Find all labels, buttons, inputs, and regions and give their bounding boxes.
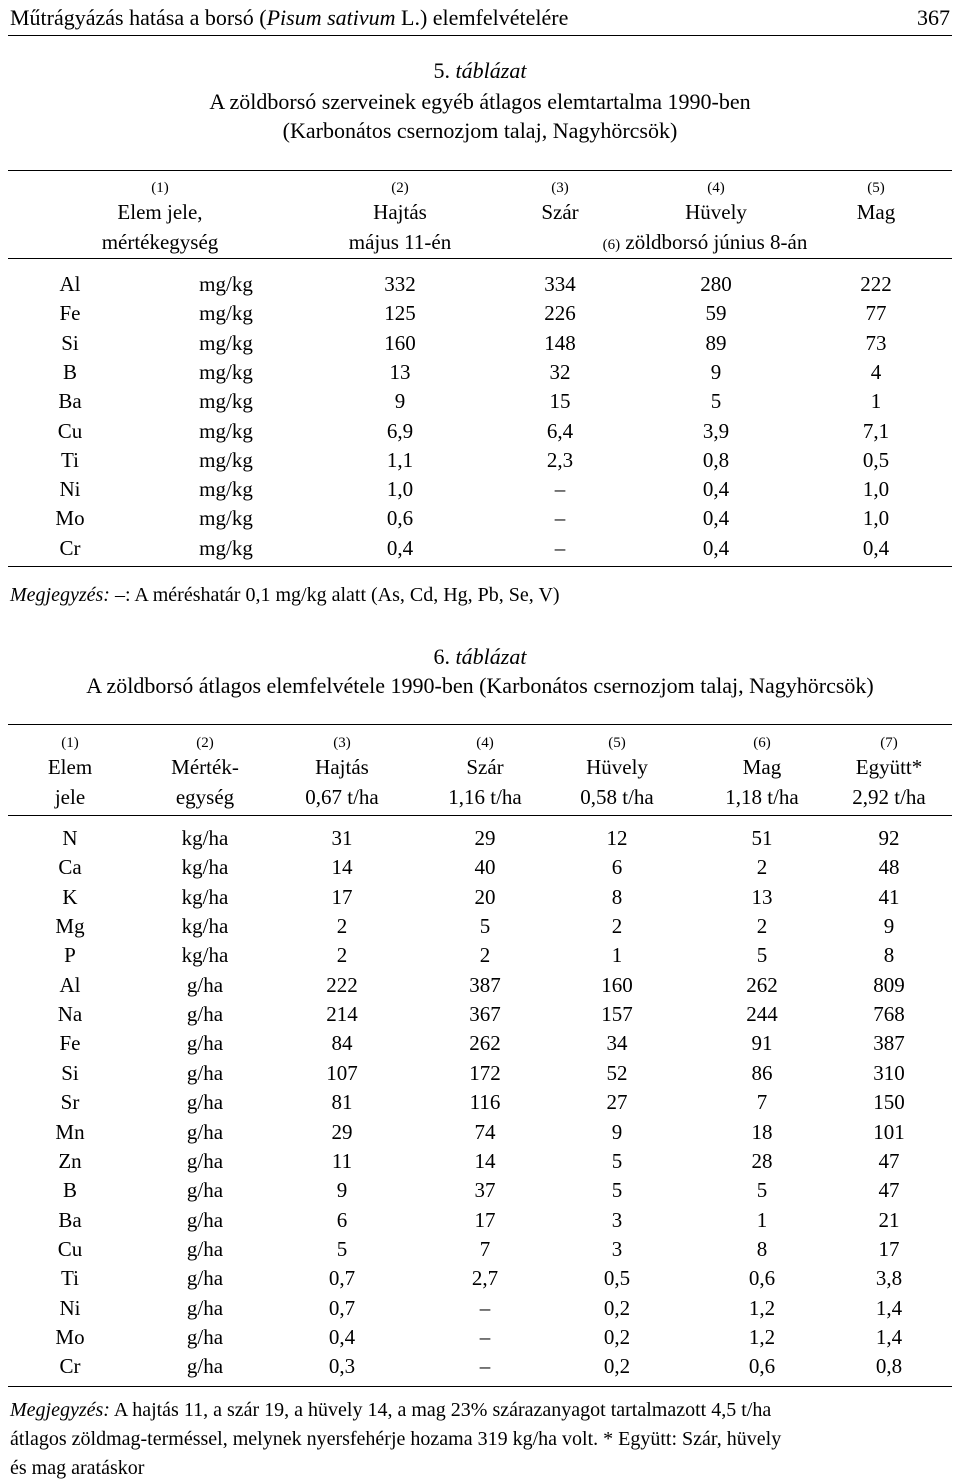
table6-cell-szar: 7 [479,1236,491,1261]
page-number: 367 [917,5,950,30]
table5-cell-szar: 2,3 [546,447,574,472]
table6-cell-huvely: 0,2 [603,1354,631,1379]
table6-cell-egyutt: 3,8 [875,1266,903,1291]
table6-cell-element: B [62,1178,78,1203]
table6-cell-egyutt: 1,4 [875,1324,903,1349]
table5-cell-element: Ba [58,389,82,414]
table6-cell-hajtas: 81 [331,1090,353,1115]
table5-cell-hajtas: 125 [384,301,416,326]
table6-cell-hajtas: 2 [336,914,348,939]
table6-cell-mag: 2 [756,855,768,880]
table6-cell-mag: 8 [756,1236,768,1261]
table6-cell-huvely: 3 [611,1207,623,1232]
table5-cell-unit: mg/kg [199,272,253,296]
table5-cell-hajtas: 1,0 [386,477,414,502]
table5-cell-szar: – [554,535,566,560]
table6-cell-mag: 1,2 [748,1324,776,1349]
table6-cell-element: Ti [61,1266,79,1291]
table6-cell-egyutt: 47 [878,1148,900,1173]
table6-cell-szar: 40 [474,855,496,880]
table6-cell-huvely: 0,2 [603,1295,631,1320]
table6-cell-szar: – [479,1295,491,1320]
table5-cell-mag: 1 [870,389,882,414]
table6-cell-szar: 17 [474,1207,496,1232]
table6-cell-huvely: 6 [611,855,623,880]
table5-cell-element: Cr [59,535,81,560]
table5-cell-element: Fe [59,301,81,326]
table6-cell-hajtas: 14 [331,855,353,880]
table6-cell-unit: g/ha [186,1354,224,1379]
table5-h3-line1: Szár [541,200,579,224]
table5-h1-line2: mértékegység [101,230,219,254]
table6-cell-element: K [62,884,78,909]
table6-cell-hajtas: 17 [331,884,353,909]
table6-cell-mag: 5 [756,1178,768,1203]
table6-cell-mag: 18 [751,1119,773,1144]
table6-cell-egyutt: 8 [883,943,895,968]
table6-cell-element: P [64,943,76,968]
table5-cell-szar: – [554,506,566,531]
table6-cell-egyutt: 387 [873,1031,905,1056]
table6-cell-unit: g/ha [186,1119,224,1144]
table6-cell-hajtas: 9 [336,1178,348,1203]
table6-cell-egyutt: 768 [873,1002,905,1027]
table6-cell-szar: 367 [469,1002,501,1027]
table5-cell-unit: mg/kg [199,301,253,326]
table6-cell-mag: 1,2 [748,1295,776,1320]
table6-header-num: (6) [753,735,771,751]
table5-top-rule [8,170,952,171]
table5-cell-unit: mg/kg [199,418,253,443]
table5-cell-mag: 1,0 [862,477,890,502]
table6-cell-hajtas: 6 [336,1207,348,1232]
table6-cell-unit: g/ha [186,1207,224,1232]
table6-cell-unit: g/ha [186,1031,224,1056]
table6-header-num: (7) [880,735,898,751]
table6-cell-unit: kg/ha [181,826,229,850]
table5-cell-szar: 32 [549,359,571,384]
table6-cell-huvely: 2 [611,914,623,939]
table5-cell-mag: 73 [865,330,887,355]
table5-cell-element: Ni [59,477,81,502]
table6-bottom-rule [8,1386,952,1387]
table6-cell-unit: g/ha [186,1002,224,1027]
table6-cell-szar: 262 [469,1031,501,1056]
table6-cell-unit: g/ha [186,972,224,997]
header-rule [8,35,952,36]
table6-cell-szar: 2 [479,943,491,968]
table5-cell-szar: 148 [544,330,576,355]
table6-cell-element: Fe [59,1031,81,1056]
table6-cell-mag: 0,6 [748,1266,776,1291]
table6-cell-huvely: 160 [601,972,633,997]
table6-cell-szar: 14 [474,1148,496,1173]
table6-title: A zöldborsó átlagos elemfelvétele 1990-ben (Karbonátos csernozjom talaj, Nagyhörcsök) [86,673,874,698]
table5-title-line2: (Karbonátos csernozjom talaj, Nagyhörcsök) [282,118,678,143]
table6-cell-egyutt: 92 [878,826,900,850]
table5-cell-mag: 0,4 [862,535,890,560]
table6-cell-szar: 37 [474,1178,496,1203]
table5-h2-num: (2) [391,180,409,196]
table6-cell-szar: 387 [469,972,501,997]
table6-cell-szar: 2,7 [471,1266,499,1291]
table6-header-line1: Hüvely [586,755,648,779]
table6-caption-label: 6. táblázat [433,644,527,669]
table5-cell-unit: mg/kg [199,535,253,560]
table5-cell-element: Al [59,272,81,296]
table6-cell-element: Mo [55,1324,85,1349]
table6-cell-element: Si [61,1060,79,1085]
running-head-title: Műtrágyázás hatása a borsó (Pisum sativum L.) elemfelvételére [10,5,569,30]
table6-cell-huvely: 0,5 [603,1266,631,1291]
table6-cell-hajtas: 107 [326,1060,358,1085]
table5-cell-hajtas: 13 [389,359,411,384]
table6-cell-szar: – [479,1354,491,1379]
table6-cell-hajtas: 214 [326,1002,358,1027]
table6-cell-huvely: 3 [611,1236,623,1261]
table6-cell-szar: – [479,1324,491,1349]
table6-cell-hajtas: 84 [331,1031,353,1056]
table6-header-line2: 0,58 t/ha [580,785,654,809]
table5-cell-unit: mg/kg [199,506,253,531]
table6-cell-huvely: 52 [606,1060,628,1085]
table6-cell-huvely: 157 [601,1002,633,1027]
table6-cell-mag: 2 [756,914,768,939]
table5-cell-mag: 4 [870,359,882,384]
table5-cell-huvely: 89 [705,330,727,355]
table5-cell-hajtas: 6,9 [386,418,414,443]
table6-cell-huvely: 27 [606,1090,628,1115]
table6-cell-element: Ca [58,855,82,880]
table5-h6-group: (6) zöldborsó június 8-án [602,230,808,254]
table5-cell-unit: mg/kg [199,447,253,472]
table6-cell-hajtas: 0,4 [328,1324,356,1349]
table6-cell-unit: kg/ha [181,943,229,968]
table6-cell-egyutt: 9 [883,914,895,939]
table5-cell-hajtas: 0,6 [386,506,414,531]
table6-header-num: (3) [333,735,351,751]
table5-bottom-rule [8,566,952,567]
table5-cell-szar: 15 [549,389,571,414]
table5-cell-szar: – [554,477,566,502]
table6-header-line2: egység [175,785,235,809]
table6-cell-hajtas: 0,7 [328,1295,356,1320]
table6-header-line2: 1,18 t/ha [725,785,799,809]
table6-header-num: (4) [476,735,494,751]
table5-cell-huvely: 0,4 [702,535,730,560]
table5-cell-element: Cu [57,418,83,443]
table5-cell-mag: 222 [860,272,892,296]
table5-cell-szar: 334 [544,272,576,296]
table6-header-num: (1) [61,735,79,751]
table5-cell-unit: mg/kg [199,330,253,355]
table5-cell-mag: 77 [865,301,887,326]
table6-cell-unit: kg/ha [181,855,229,880]
table6-cell-hajtas: 0,3 [328,1354,356,1379]
table6-cell-szar: 74 [474,1119,496,1144]
table6-header-line1: Elem [47,755,93,779]
table5-cell-unit: mg/kg [199,477,253,502]
table6-cell-szar: 20 [474,884,496,909]
table6-cell-unit: kg/ha [181,914,229,939]
table5-h1-line1: Elem jele, [117,200,203,224]
table6-cell-mag: 91 [751,1031,773,1056]
table5-title-line1: A zöldborsó szerveinek egyéb átlagos elemtartalma 1990-ben [209,89,751,114]
table5-cell-huvely: 0,4 [702,506,730,531]
table5-cell-element: Mo [55,506,85,531]
table6-note-line2: átlagos zöldmag-terméssel, melynek nyersfehérje hozama 319 kg/ha volt. * Együtt: Szár, hüvely [10,1428,782,1450]
table5-cell-element: B [62,359,78,384]
table6-cell-mag: 262 [746,972,778,997]
table5-cell-huvely: 3,9 [702,418,730,443]
table6-cell-element: Cu [57,1236,83,1261]
table5-cell-hajtas: 332 [384,272,416,296]
table6-header-line2: 1,16 t/ha [448,785,522,809]
table5-note: Megjegyzés: –: A méréshatár 0,1 mg/kg alatt (As, Cd, Hg, Pb, Se, V) [10,584,560,606]
table6-cell-hajtas: 222 [326,972,358,997]
table6-cell-mag: 7 [756,1090,768,1115]
running-head [10,4,950,32]
table6-cell-hajtas: 5 [336,1236,348,1261]
table6-cell-element: Ni [59,1295,81,1320]
table6-cell-egyutt: 41 [878,884,900,909]
table6-cell-unit: g/ha [186,1148,224,1173]
table5-cell-huvely: 0,4 [702,477,730,502]
table6-cell-unit: g/ha [186,1090,224,1115]
table5-cell-huvely: 9 [710,359,722,384]
table6-cell-unit: kg/ha [181,884,229,909]
table5-h3-num: (3) [551,180,569,196]
table6-cell-hajtas: 2 [336,943,348,968]
table6-cell-unit: g/ha [186,1060,224,1085]
table6-cell-hajtas: 0,7 [328,1266,356,1291]
table6-cell-huvely: 9 [611,1119,623,1144]
table6-note [10,1396,950,1483]
table6-cell-mag: 86 [751,1060,773,1085]
table5-h1-num: (1) [151,180,169,196]
table5-cell-hajtas: 160 [384,330,416,355]
table6-cell-element: Al [59,972,81,997]
table6-cell-egyutt: 809 [873,972,905,997]
table6-cell-szar: 172 [469,1060,501,1085]
table5-cell-szar: 226 [544,301,576,326]
table6-cell-szar: 29 [474,826,496,850]
table5-h5-line1: Mag [856,200,896,224]
table6-note-line3: és mag aratáskor [10,1457,145,1479]
table6-cell-mag: 0,6 [748,1354,776,1379]
table5-cell-hajtas: 9 [394,389,406,414]
table6-cell-hajtas: 31 [331,826,353,850]
table5-h5-num: (5) [867,180,885,196]
table5-cell-szar: 6,4 [546,418,574,443]
table6-header-line1: Mérték- [171,755,239,779]
table6-cell-huvely: 12 [606,826,628,850]
table6-cell-hajtas: 11 [331,1148,353,1173]
table5-cell-hajtas: 1,1 [386,447,414,472]
table6-header-num: (5) [608,735,626,751]
table6-cell-egyutt: 310 [873,1060,905,1085]
table6-cell-huvely: 0,2 [603,1324,631,1349]
table5-cell-unit: mg/kg [199,389,253,414]
table6-cell-huvely: 34 [606,1031,628,1056]
table6-cell-huvely: 5 [611,1148,623,1173]
table6-cell-egyutt: 17 [878,1236,900,1261]
table6-cell-unit: g/ha [186,1266,224,1291]
table5-h2-line2: május 11-én [348,230,452,254]
table6-cell-egyutt: 48 [878,855,900,880]
table5-h4-line1: Hüvely [685,200,747,224]
table6-cell-element: Na [57,1002,83,1027]
table5-cell-unit: mg/kg [199,359,253,384]
table5-h4-num: (4) [707,180,725,196]
table5-header-rule [8,258,952,259]
table5-cell-element: Ti [61,447,79,472]
table6-header-line1: Hajtás [315,755,369,779]
table6-cell-egyutt: 101 [873,1119,905,1144]
table6-cell-egyutt: 47 [878,1178,900,1203]
table6-cell-element: Ba [58,1207,82,1232]
table6-cell-huvely: 5 [611,1178,623,1203]
table5-cell-mag: 1,0 [862,506,890,531]
table6-cell-egyutt: 0,8 [875,1354,903,1379]
table6-header-rule [8,815,952,816]
table6-cell-egyutt: 1,4 [875,1295,903,1320]
table5-cell-huvely: 280 [700,272,732,296]
table6-cell-mag: 244 [746,1002,778,1027]
table6-header-line2: 0,67 t/ha [305,785,379,809]
table6-cell-egyutt: 21 [878,1207,900,1232]
table6-cell-element: Sr [60,1090,80,1115]
table6-cell-hajtas: 29 [331,1119,353,1144]
table6-header-line2: 2,92 t/ha [852,785,926,809]
table6-cell-element: Mn [55,1119,85,1144]
table6-cell-unit: g/ha [186,1295,224,1320]
table6-cell-unit: g/ha [186,1324,224,1349]
table5-cell-mag: 0,5 [862,447,890,472]
table6-cell-mag: 5 [756,943,768,968]
table6-cell-unit: g/ha [186,1178,224,1203]
table6-cell-szar: 5 [479,914,491,939]
table6-header-line1: Együtt* [855,755,923,779]
table6-note-line1: Megjegyzés: A hajtás 11, a szár 19, a hüvely 14, a mag 23% szárazanyagot tartalmazott 4,5 t/ha [10,1399,772,1421]
table6-cell-element: Zn [58,1148,82,1173]
table6-cell-mag: 1 [756,1207,768,1232]
table5-cell-huvely: 5 [710,389,722,414]
table6-cell-egyutt: 150 [873,1090,905,1115]
table6-cell-huvely: 8 [611,884,623,909]
table6-top-rule [8,724,952,725]
table6-header-line2: jele [54,785,86,809]
table5-caption-label: 5. táblázat [433,58,527,83]
table6-cell-mag: 13 [751,884,773,909]
table6-cell-element: Mg [55,914,85,939]
table6-cell-huvely: 1 [611,943,623,968]
table5-h2-line1: Hajtás [373,200,427,224]
table6-header-line1: Szár [466,755,504,779]
table5-cell-mag: 7,1 [862,418,890,443]
table6-cell-element: N [62,826,78,850]
table6-cell-element: Cr [59,1354,81,1379]
table6-cell-mag: 51 [751,826,773,850]
table5-cell-element: Si [61,330,79,355]
table6-cell-unit: g/ha [186,1236,224,1261]
table5-cell-hajtas: 0,4 [386,535,414,560]
table6-cell-szar: 116 [469,1090,501,1115]
table5-cell-huvely: 59 [705,301,727,326]
table6-header-num: (2) [196,735,214,751]
table5-cell-huvely: 0,8 [702,447,730,472]
table6-cell-mag: 28 [751,1148,773,1173]
table6-header-line1: Mag [742,755,782,779]
